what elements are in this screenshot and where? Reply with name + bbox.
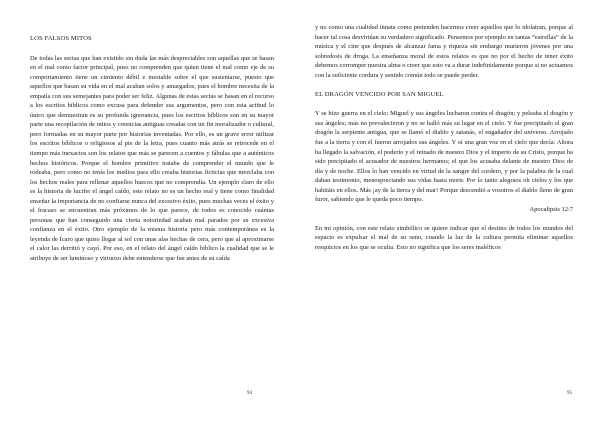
page-number: 95 [567,391,572,396]
page-number: 94 [247,391,252,396]
paragraph-quote-apocalipsis: Y se hizo guerra en el cielo: Miguel y sus ángeles lucharon contra el dragón; y peleaba el dragón y sus ángeles; más no prevalecieron y no se halló más su lugar en el cielo. Y fue precipitado el gran dragón la serpiente antigua, que se llamó el diablo y satanás, el engañador del universo. Arrojado fue a la tierra y con él fueron arrojados sus ángeles. Y oí una gran voz en el cielo que decía: Ahora ha llegado la salvación, el poderío y el reinado de nuestro Dios y el imperio de su Cristo, porque ha sido precipitado el acusador de nuestros hermanos; el que los acusaba delante de nuestro Dios de día y de noche. Ellos lo han vencido en virtud de la sangre del cordero, y por la palabra de la cual daban testimonio, menospreciando sus vidas hasta morir. Por lo tanto alegraos oh cielos y los que habitáis en ellos. Más ¡ay de la tierra y del mar! Porque descendió a vosotros el diablo lleno de gran furor, sabiendo que le queda poco tiempo. [315,110,573,204]
right-page [300,0,600,424]
paragraph-opinion: En mi opinión, con este relato simbólico se quiere indicar que el destino de todos los mundos del espacio es expulsar el mal de su seno, cuando la luz de la cultura permita eliminar aquellos resquicios en los que se oculta. Esto no significa que los seres maléficos [315,224,573,251]
section-heading-falsos-mitos: LOS FALSOS MITOS [30,35,92,42]
section-heading-dragon: EL DRAGÓN VENCIDO POR SAN MIGUEL [315,90,444,98]
right-text-column [315,23,573,252]
citation: Apocalipsis 12:7 [529,205,573,213]
left-text-column [30,34,274,264]
paragraph-falsos-mitos: De todas las sectas que han existido sin duda las más despreciables son aquellas que se basan en el mal como factor principal, pues no comprenden que quien tiene el mal como eje de su comportamiento tiene un cimiento débil e inestable sobre el que sustentarse, puesto que aquellos que basan su vida en el mal acaban solos y amargados, pues el hombre necesita de la empatía con sus semejantes para poder ser feliz. Algunas de estas sectas se basan en el recurso a los escritos bíblicos como excusa para defender sus argumentos, pero con esta actitud lo único que demuestran es su profunda ignorancia, pues los escritos bíblicos son en su mayor parte una recopilación de mitos y creencias antiguas creadas con un fin moralizador o cultural, pero formadas en su mayor parte por historias inventadas. Por ello, es un grave error utilizar los escritos bíblicos o religiosos al pie de la letra, pues cuanto más atrás se retrocede en el tiempo más inexactos son los relatos que más se parecen a cuentos y fábulas que a auténticos hechos históricos. Porque el hombre primitivo trataba de comprender el mundo que le rodeaba, pero como no tenía los medios para ello creaba historias ficticias que mezclaba con los hechos reales para rellenar aquellos huecos que no comprendía. Un ejemplo claro de ello es la historia de lucifer el ángel caído, este relato no es un hecho real y tiene como finalidad enseñar la importancia de no confiarse nunca del excesivo éxito, pues muchas veces el éxito y el fracaso se encuentran más próximos de lo que parece, de todos es conocido cuántas personas que han conseguido una cierta notoriedad acaban mal parados por su excesiva confianza en el éxito. Otro ejemplo de la misma historia pero más contemporánea es la leyenda de Ícaro que quiso llegar al sol con unas alas hechas de cera, pero que al aproximarse el calor las derritió y cayó. Por eso, en el relato del ángel caído bíblico la cualidad que se le atribuye de ser luminoso y virtuoso debe entenderse que fue antes de su caída [30,54,274,263]
paragraph-continuation: y no como una cualidad innata como pretenden hacernos creer aquellos que lo idolatran, porque al hacer tal cosa desvirtúan su verdadero significado. Pensemos por ejemplo en tantas “estrellas” de la música y el cine que después de alcanzar fama y riqueza sin embargo murieron jóvenes por una sobredosis de droga. La enseñanza moral de estos relatos es que no por el hecho de tener éxito debemos corromper nuestra alma o creer que esto va a durar indefinidamente porque si no actuamos con la suficiente cordura y sentido común todo se puede perder. [315,24,573,79]
